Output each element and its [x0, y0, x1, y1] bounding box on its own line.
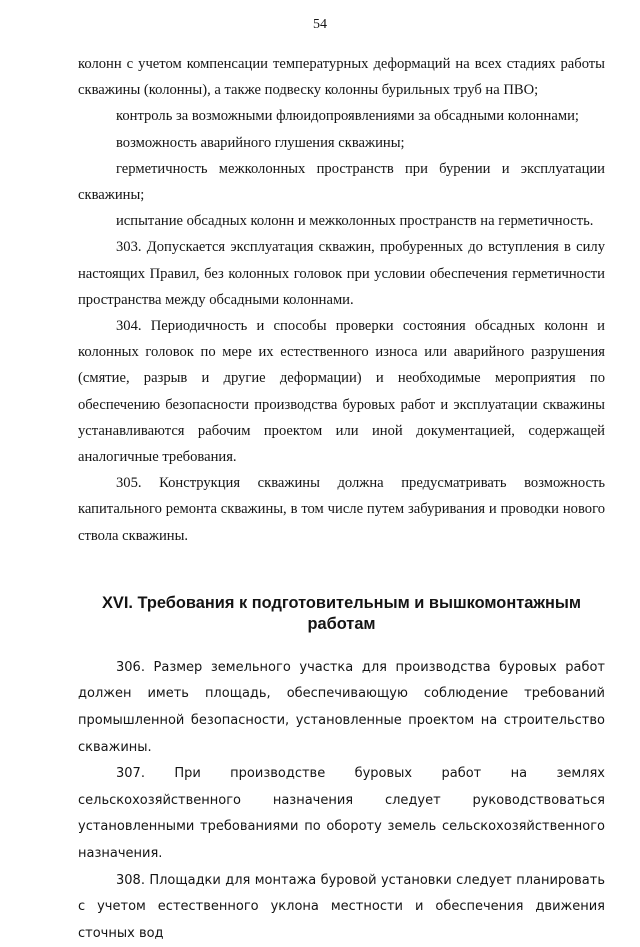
section-preparatory-works — [78, 655, 605, 947]
section-heading: XVI. Требования к подготовительным и вышкомонтажным работам — [101, 593, 582, 633]
paragraph-306: 306. Размер земельного участка для производства буровых работ должен иметь площадь, обеспечивающую соблюдение требований промышленной безопасности, установленные проектом на строительство скважины. — [78, 659, 605, 755]
list-item-emergency-kill: возможность аварийного глушения скважины; — [116, 134, 405, 151]
paragraph-308: 308. Площадки для монтажа буровой установки следует планировать с учетом естественного уклона местности и обеспечения движения сточных вод — [78, 872, 605, 941]
section-prior-requirements — [78, 51, 605, 549]
list-item-annulus-sealing: герметичность межколонных пространств при бурении и эксплуатации скважины; — [78, 160, 605, 204]
page-number: 54 — [313, 17, 327, 32]
paragraph-307: 307. При производстве буровых работ на землях сельскохозяйственного назначения следует руководствоваться установленными требованиями по обороту земель сельскохозяйственного назначения. — [78, 766, 605, 862]
list-item-casing-testing: испытание обсадных колонн и межколонных пространств на герметичность. — [116, 213, 594, 230]
paragraph-303: 303. Допускается эксплуатация скважин, пробуренных до вступления в силу настоящих Правил, без колонных головок при условии обеспечения герметичности пространства между обсадными колоннами. — [78, 239, 605, 308]
paragraph-304: 304. Периодичность и способы проверки состояния обсадных колонн и колонных головок по мере их естественного износа или аварийного разрушения (смятие, разрыв и другие деформации) и необходимые мероприятия по обеспечению безопасности производства буровых работ и эксплуатации скважины устанавливаются рабочим проектом или иной документацией, содержащей аналогичные требования. — [78, 318, 605, 466]
paragraph-305: 305. Конструкция скважины должна предусматривать возможность капитального ремонта скважины, в том числе путем забуривания и проводки нового ствола скважины. — [78, 475, 605, 544]
paragraph-continuation: колонн с учетом компенсации температурных деформаций на всех стадиях работы скважины (колонны), а также подвеску колонны бурильных труб на ПВО; — [78, 56, 605, 99]
document-body — [78, 51, 605, 947]
list-item-fluid-control: контроль за возможными флюидопроявлениями за обсадными колоннами; — [116, 108, 579, 125]
